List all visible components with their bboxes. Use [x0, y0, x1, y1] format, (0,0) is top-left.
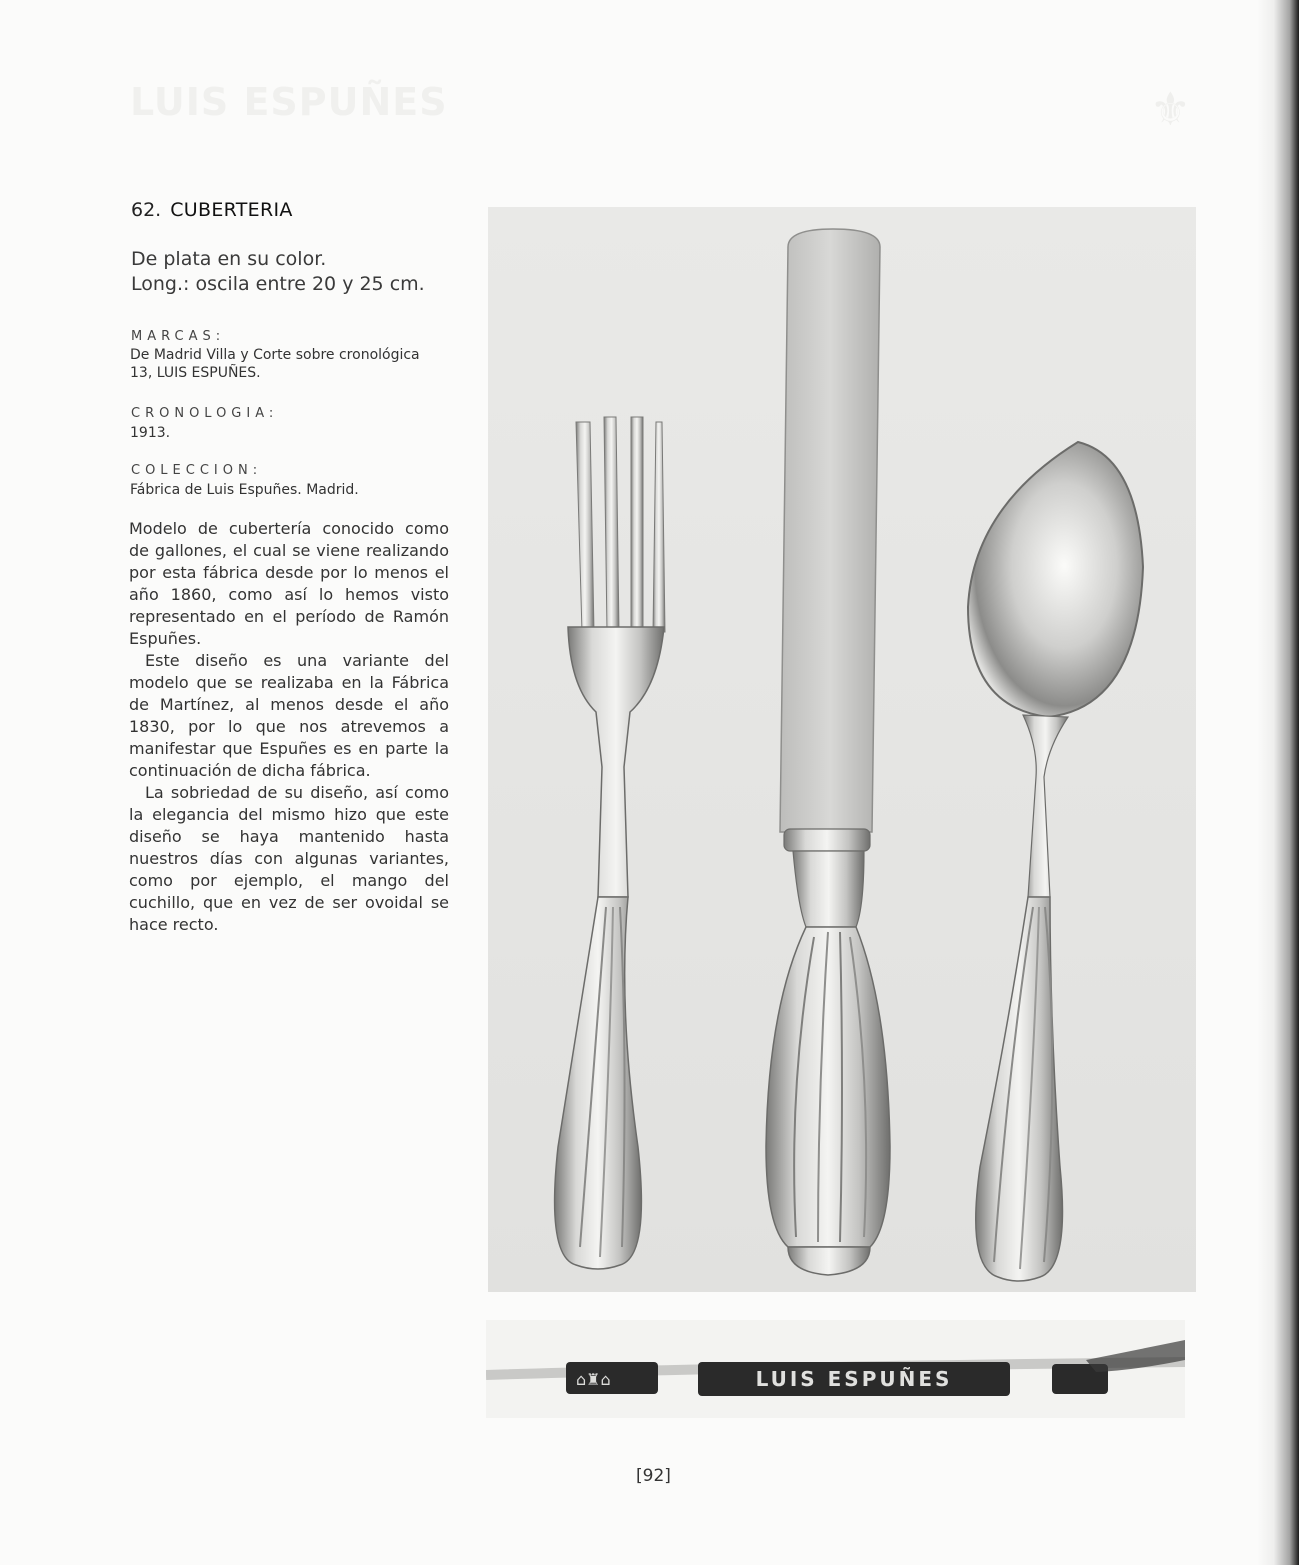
marcas-value — [130, 346, 460, 382]
coleccion-value: Fábrica de Luis Espuñes. Madrid. — [130, 482, 359, 498]
entry-specs — [131, 247, 425, 297]
page-number: [92] — [636, 1466, 671, 1486]
svg-text:⌂♜⌂: ⌂♜⌂ — [576, 1370, 611, 1389]
marcas-line-1: De Madrid Villa y Corte sobre cronológica — [130, 347, 420, 363]
entry-title — [131, 199, 293, 221]
body-text — [129, 518, 449, 936]
length-line: Long.: oscila entre 20 y 25 cm. — [131, 273, 425, 295]
maker-stamp-text: LUIS ESPUÑES — [755, 1367, 953, 1391]
cronologia-value: 1913. — [130, 425, 171, 441]
running-head: LUIS ESPUÑES — [130, 80, 448, 124]
entry-name: CUBERTERIA — [170, 199, 293, 221]
material-line: De plata en su color. — [131, 248, 327, 270]
cutlery-photo — [488, 207, 1196, 1292]
body-paragraph-2: Este diseño es una variante del modelo que se realizaba en la Fábrica de Martínez, al menos desde el año 1830, por lo que nos atrevemos a manifestar que Espuñes es en parte la continuación de dicha fábrica. — [129, 651, 449, 780]
marcas-label: MARCAS: — [131, 329, 226, 344]
hallmarks-strip — [486, 1320, 1185, 1418]
book-gutter-shadow — [1257, 0, 1299, 1565]
body-paragraph-3: La sobriedad de su diseño, así como la elegancia del mismo hizo que este diseño se haya mantenido hasta nuestros días con algunas variantes, como por ejemplo, el mango del cuchillo, que en vez de ser ovoidal se hace recto. — [129, 783, 449, 934]
body-paragraph-1: Modelo de cubertería conocido como de gallones, el cual se viene realizando por esta fábrica desde por lo menos el año 1860, como así lo hemos visto representado en el período de Ramón Espuñes. — [129, 519, 449, 648]
marcas-line-2: 13, LUIS ESPUÑES. — [130, 365, 261, 381]
entry-number: 62. — [131, 199, 162, 221]
fleur-ornament-icon: ⚜ — [1149, 82, 1191, 136]
coleccion-label: COLECCION: — [131, 463, 263, 478]
cronologia-label: CRONOLOGIA: — [131, 406, 279, 421]
